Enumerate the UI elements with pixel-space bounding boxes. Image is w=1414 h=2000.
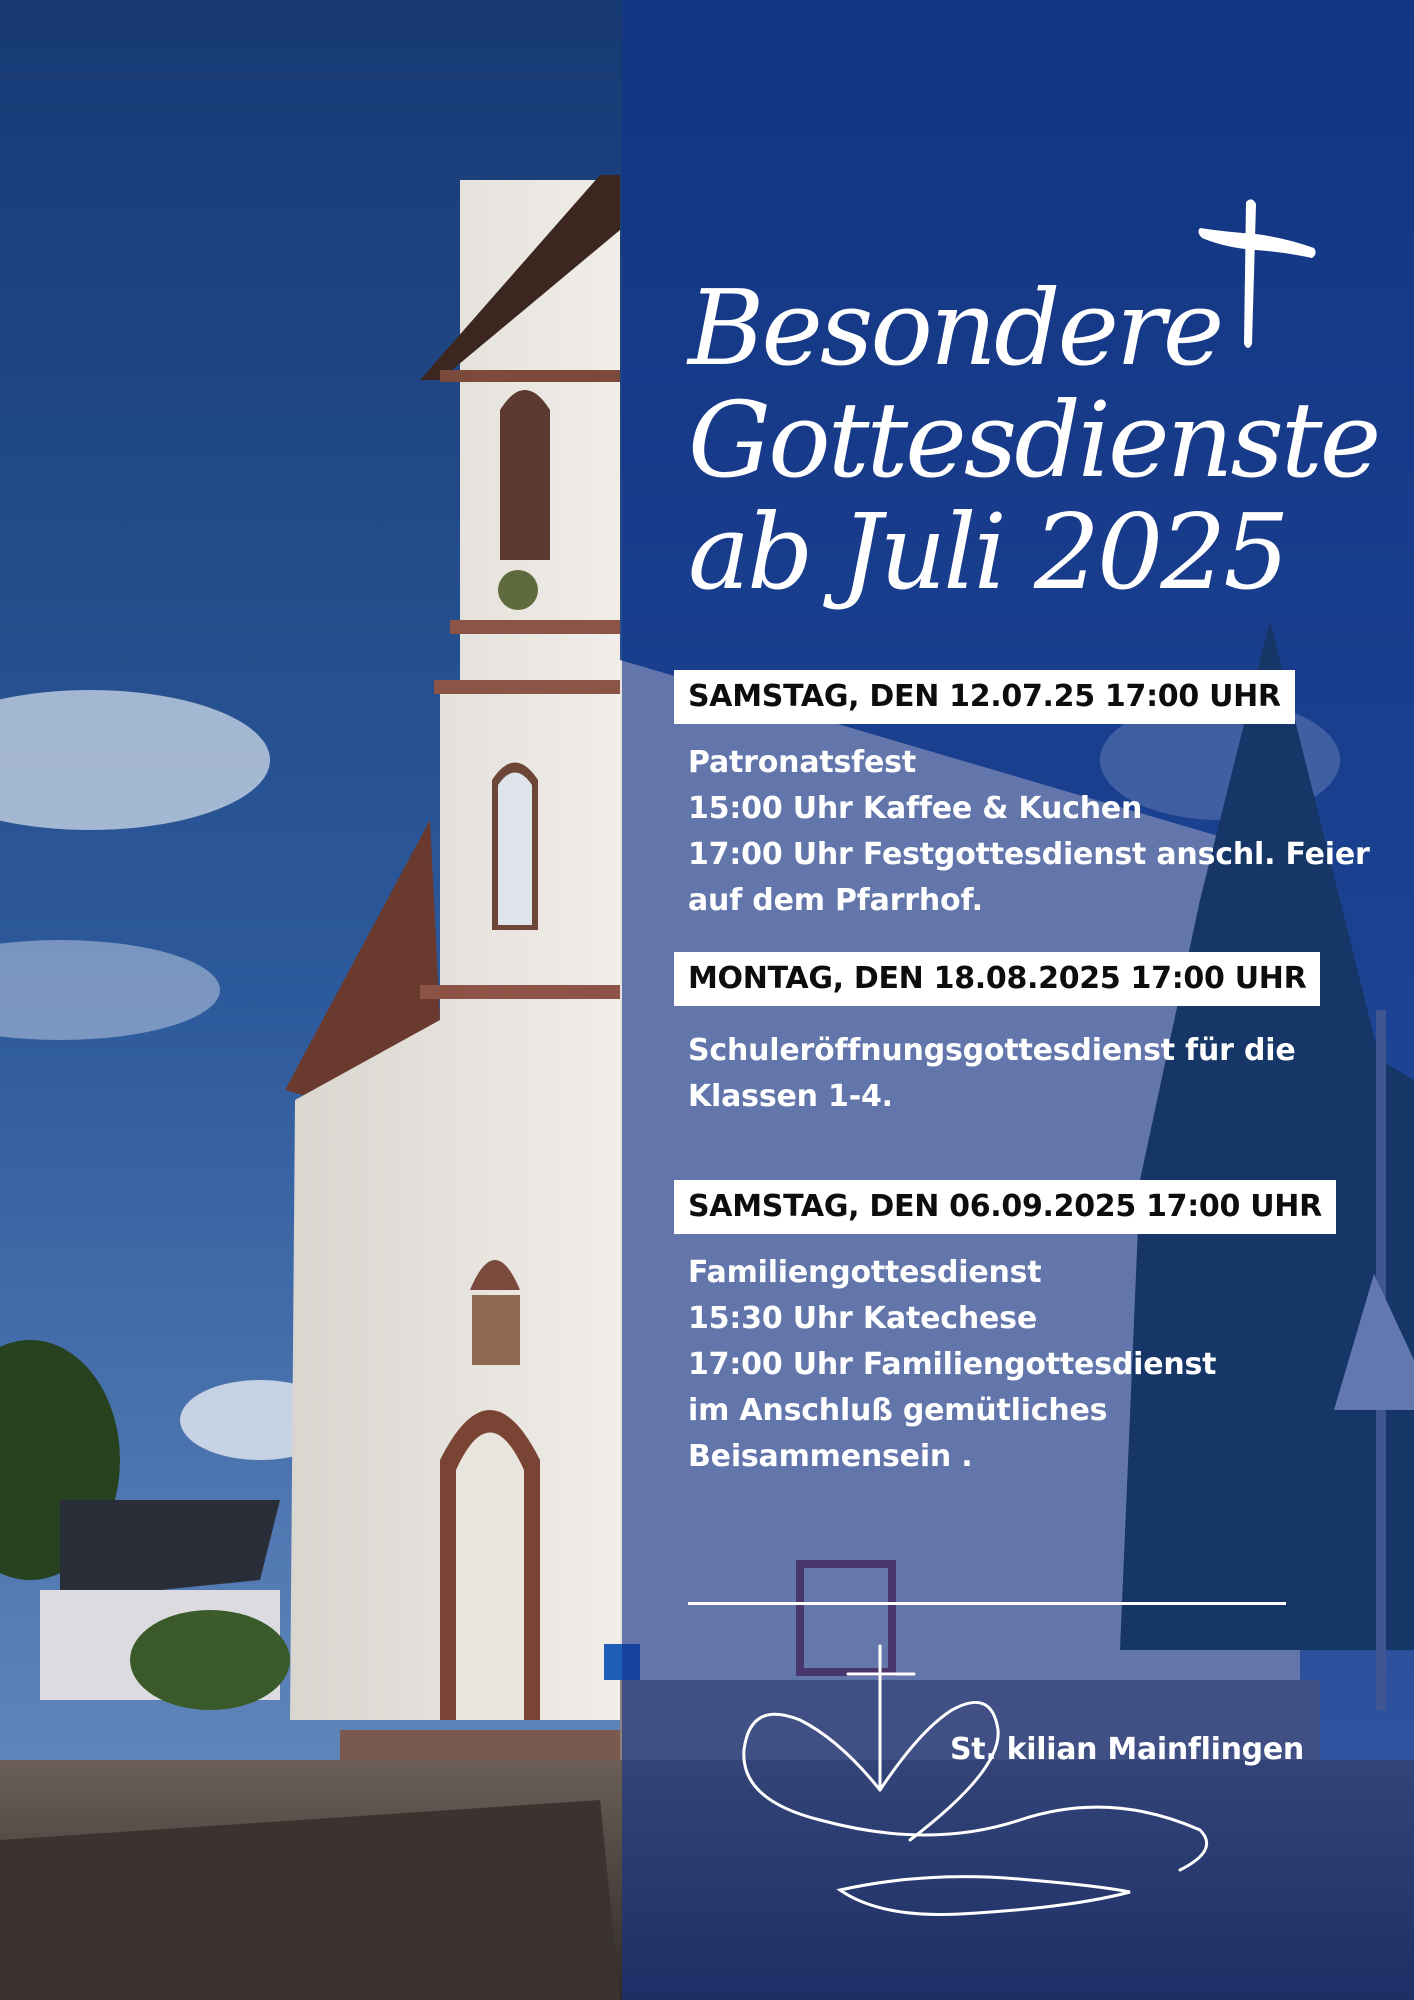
event-2-line: Klassen 1-4. (688, 1079, 893, 1114)
event-1-line: auf dem Pfarrhof. (688, 883, 983, 918)
title-line-3: ab Juli 2025 (688, 491, 1287, 613)
event-3-line: Familiengottesdienst (688, 1255, 1042, 1290)
event-2-line: Schuleröffnungsgottesdienst für die (688, 1033, 1296, 1068)
event-1-line: 17:00 Uhr Festgottesdienst anschl. Feier (688, 837, 1370, 872)
event-details-3 (688, 1250, 1388, 1480)
event-details-1 (688, 740, 1388, 924)
heart-cross-logo-icon (730, 1640, 1250, 1940)
event-date-1: SAMSTAG, DEN 12.07.25 17:00 UHR (674, 670, 1295, 724)
title-line-2: Gottesdienste (688, 379, 1379, 501)
event-3-line: 15:30 Uhr Katechese (688, 1301, 1037, 1336)
event-1-line: Patronatsfest (688, 745, 916, 780)
event-1-line: 15:00 Uhr Kaffee & Kuchen (688, 791, 1143, 826)
event-details-2 (688, 1028, 1388, 1120)
event-date-2: MONTAG, DEN 18.08.2025 17:00 UHR (674, 952, 1320, 1006)
divider-line (688, 1602, 1286, 1605)
title-line-1: Besondere (688, 267, 1222, 389)
event-3-line: Beisammensein . (688, 1439, 973, 1474)
logo-text: St. kilian Mainflingen (950, 1732, 1304, 1767)
event-3-line: 17:00 Uhr Familiengottesdienst (688, 1347, 1217, 1382)
brush-cross-icon (1196, 194, 1320, 354)
event-3-line: im Anschluß gemütliches (688, 1393, 1108, 1428)
event-date-3: SAMSTAG, DEN 06.09.2025 17:00 UHR (674, 1180, 1336, 1234)
